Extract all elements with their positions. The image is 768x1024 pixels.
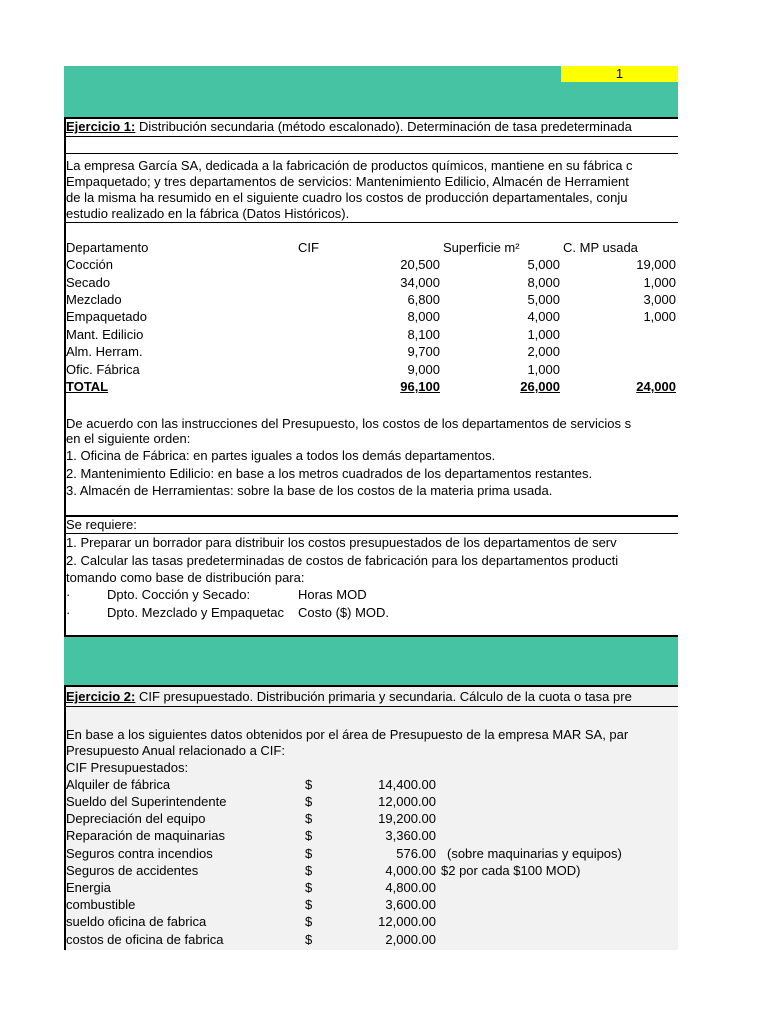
item-currency: $ (305, 794, 313, 809)
ex1-intro-bottom-divider (64, 222, 678, 223)
base-dept: Dpto. Cocción y Secado: (107, 587, 251, 602)
item-name: Depreciación del equipo (66, 811, 206, 826)
row-name: Secado (66, 275, 111, 290)
ex1-requirements-title-divider (64, 533, 678, 534)
total-label: TOTAL (66, 379, 109, 394)
row-mp: 1,000 (643, 275, 676, 290)
section-band (64, 637, 678, 686)
ex1-requirements-divider (64, 515, 678, 517)
ex1-requirements-line-1: 1. Preparar un borrador para distribuir los costos presupuestados de los departamentos de serv (66, 535, 617, 550)
row-mp: 3,000 (643, 292, 676, 307)
col-header-superficie: Superficie m² (443, 240, 520, 255)
item-name: Energia (66, 880, 111, 895)
ex1-intro-line-3: de la misma ha resumido en el siguiente cuadro los costos de producción departamentales, conju (66, 190, 628, 205)
item-amount: 2,000.00 (385, 932, 436, 947)
item-currency: $ (305, 880, 313, 895)
row-name: Ofic. Fábrica (66, 362, 140, 377)
ex1-instructions-line-3: 1. Oficina de Fábrica: en partes iguales a todos los demás departamentos. (66, 448, 496, 463)
item-currency: $ (305, 914, 313, 929)
row-mp: 1,000 (643, 309, 676, 324)
item-amount: 576.00 (396, 846, 436, 861)
item-amount: 12,000.00 (378, 914, 436, 929)
item-amount: 4,000.00 (385, 863, 436, 878)
item-name: combustible (66, 897, 136, 912)
base-value: Horas MOD (298, 587, 367, 602)
row-sup: 4,000 (527, 309, 560, 324)
row-sup: 5,000 (527, 257, 560, 272)
row-name: Alm. Herram. (66, 344, 143, 359)
row-sup: 1,000 (527, 327, 560, 342)
row-mp: 19,000 (636, 257, 676, 272)
row-name: Cocción (66, 257, 113, 272)
ex2-title-text: CIF presupuestado. Distribución primaria y secundaria. Cálculo de la cuota o tasa pre (135, 689, 632, 704)
ex1-title-divider (64, 136, 678, 137)
col-header-departamento: Departamento (66, 240, 149, 255)
ex1-instructions-line-2: en el siguiente orden: (66, 431, 191, 446)
row-cif: 6,800 (407, 292, 440, 307)
row-cif: 8,100 (407, 327, 440, 342)
item-name: Seguros de accidentes (66, 863, 199, 878)
ex1-title-text: Distribución secundaria (método escalonado). Determinación de tasa predeterminada (135, 119, 632, 134)
page-number: 1 (615, 66, 624, 81)
ex2-title (66, 689, 632, 705)
total-mp: 24,000 (636, 379, 676, 394)
row-name: Mezclado (66, 292, 122, 307)
ex1-requirements-title: Se requiere: (66, 517, 137, 532)
ex1-title (66, 119, 632, 135)
item-name: Reparación de maquinarias (66, 828, 225, 843)
row-sup: 8,000 (527, 275, 560, 290)
row-sup: 5,000 (527, 292, 560, 307)
item-amount: 4,800.00 (385, 880, 436, 895)
total-sup: 26,000 (520, 379, 560, 394)
base-dept: Dpto. Mezclado y Empaquetac (107, 605, 285, 620)
ex1-intro-top-divider (64, 153, 678, 154)
item-name: sueldo oficina de fabrica (66, 914, 207, 929)
ex2-intro-line-2: Presupuesto Anual relacionado a CIF: (66, 743, 285, 758)
item-amount: 12,000.00 (378, 794, 436, 809)
item-name: costos de oficina de fabrica (66, 932, 224, 947)
row-sup: 1,000 (527, 362, 560, 377)
ex1-instructions-line-1: De acuerdo con las instrucciones del Presupuesto, los costos de los departamentos de servicios s (66, 416, 632, 431)
item-currency: $ (305, 811, 313, 826)
ex1-instructions-line-5: 3. Almacén de Herramientas: sobre la base de los costos de la materia prima usada. (66, 483, 553, 498)
item-amount: 14,400.00 (378, 777, 436, 792)
item-name: Sueldo del Superintendente (66, 794, 227, 809)
item-currency: $ (305, 846, 313, 861)
item-name: Seguros contra incendios (66, 846, 213, 861)
ex2-intro-line-3: CIF Presupuestados: (66, 760, 189, 775)
base-value: Costo ($) MOD. (298, 605, 390, 620)
row-cif: 20,500 (400, 257, 440, 272)
row-name: Mant. Edilicio (66, 327, 144, 342)
item-currency: $ (305, 897, 313, 912)
row-cif: 34,000 (400, 275, 440, 290)
item-note: (sobre maquinarias y equipos) (447, 846, 622, 861)
ex2-top-border (64, 685, 678, 687)
item-amount: 3,360.00 (385, 828, 436, 843)
col-header-cif: CIF (298, 240, 319, 255)
ex2-intro-line-1: En base a los siguientes datos obtenidos por el área de Presupuesto de la empresa MAR SA, par (66, 727, 629, 742)
ex2-title-label: Ejercicio 2: (66, 689, 136, 704)
item-amount: 19,200.00 (378, 811, 436, 826)
ex1-requirements-line-2: 2. Calcular las tasas predeterminadas de costos de fabricación para los departamentos producti (66, 553, 619, 568)
ex1-intro-line-2: Empaquetado; y tres departamentos de servicios: Mantenimiento Edilicio, Almacén de Herramient (66, 174, 629, 189)
page-number-cell (561, 66, 678, 82)
ex1-requirements-line-3: tomando como base de distribución para: (66, 570, 305, 585)
ex2-title-divider (64, 706, 678, 707)
row-name: Empaquetado (66, 309, 147, 324)
ex1-instructions-line-4: 2. Mantenimiento Edilicio: en base a los metros cuadrados de los departamentos restantes. (66, 466, 593, 481)
item-currency: $ (305, 863, 313, 878)
row-cif: 8,000 (407, 309, 440, 324)
ex1-intro-line-1: La empresa García SA, dedicada a la fabricación de productos químicos, mantiene en su fábrica c (66, 158, 633, 173)
ex1-title-label: Ejercicio 1: (66, 119, 136, 134)
item-name: Alquiler de fábrica (66, 777, 171, 792)
bullet: · (66, 587, 71, 602)
row-cif: 9,000 (407, 362, 440, 377)
item-currency: $ (305, 777, 313, 792)
item-currency: $ (305, 828, 313, 843)
item-currency: $ (305, 932, 313, 947)
col-header-mp: C. MP usada (563, 240, 638, 255)
total-cif: 96,100 (400, 379, 440, 394)
row-sup: 2,000 (527, 344, 560, 359)
item-amount: 3,600.00 (385, 897, 436, 912)
row-cif: 9,700 (407, 344, 440, 359)
ex1-intro-line-4: estudio realizado en la fábrica (Datos Históricos). (66, 206, 350, 221)
item-note: $2 por cada $100 MOD) (441, 863, 581, 878)
bullet: · (66, 605, 71, 620)
